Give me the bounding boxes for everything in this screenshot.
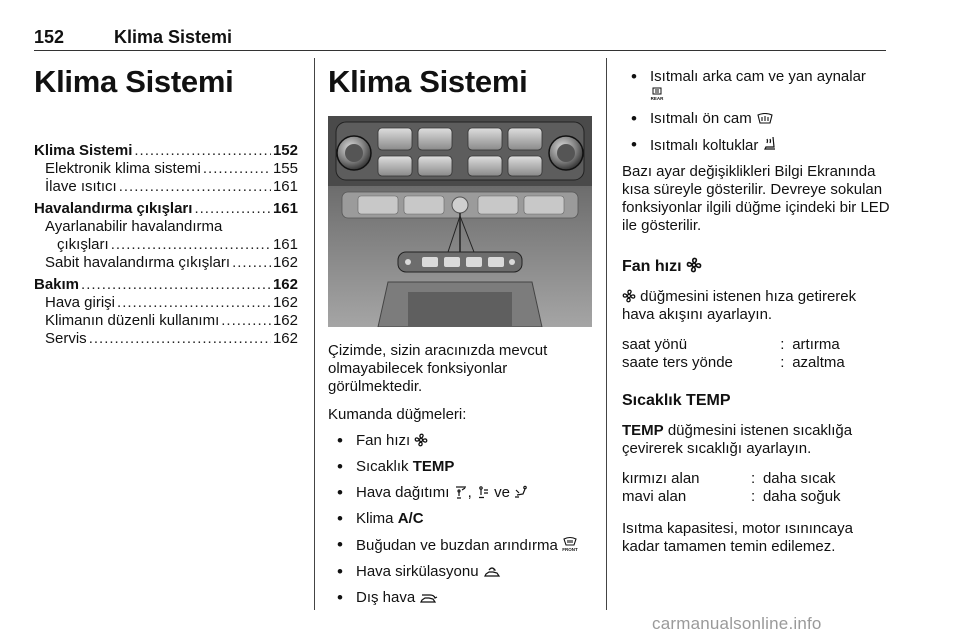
defrost-front-icon [562, 536, 578, 552]
header-title: Klima Sistemi [114, 27, 233, 47]
list-item: • Hava dağıtımı , ve [328, 484, 600, 502]
toc-entry[interactable]: Sabit havalandırma çıkışları ..... 162 [34, 254, 298, 272]
heated-seat-icon [763, 136, 777, 152]
heating-capacity-note: Isıtma kapasitesi, motor ısınıncaya kadar tamamen temin edilemez. [622, 520, 853, 555]
page-header [34, 20, 886, 51]
info-display-note: Bazı ayar değişiklikleri Bilgi Ekranında kısa süreyle gösterilir. Devreye sokulan fonksiyonlar ilgili düğme içindeki bir LED ile gösterilir. [622, 163, 890, 234]
outside-air-icon [419, 592, 439, 604]
fan-icon [622, 289, 636, 303]
list-item: • Isıtmalı koltuklar [622, 136, 892, 155]
air-recirculation-icon [483, 566, 501, 578]
chapter-title: Klima Sistemi [34, 64, 234, 99]
toc-entry[interactable]: İlave ısıtıcı ..... 161 [34, 178, 298, 196]
fan-speed-heading: Fan hızı [622, 257, 892, 276]
fan-speed-text: düğmesini istenen hıza getirerek hava akışını ayarlayın. [622, 288, 857, 323]
toc-entry[interactable]: Hava girişi ..... 162 [34, 294, 298, 312]
heated-features-list [622, 68, 892, 155]
column-3-text [622, 68, 892, 556]
list-item: • Isıtmalı arka cam ve yan aynalar REAR [622, 68, 892, 104]
fan-direction-table: saat yönü : artırma saate ters yönde : azaltma [622, 336, 845, 371]
section-title: Klima Sistemi [328, 64, 528, 99]
image-caption: Çizimde, sizin aracınızda mevcut olmayabilecek fonksiyonlar görülmektedir. [328, 342, 548, 395]
toc-entry: Ayarlanabilir havalandırma [45, 218, 223, 235]
toc [34, 142, 298, 348]
list-item: • Dış hava [328, 589, 600, 607]
air-distribution-head-icon [476, 485, 490, 499]
list-item: • Buğudan ve buzdan arındırma FRONT [328, 536, 600, 555]
heated-windscreen-icon [756, 113, 774, 125]
temperature-zone-table: kırmızı alan : daha sıcak mavi alan : daha soğuk [622, 470, 841, 505]
toc-entry[interactable]: çıkışları ..... 161 [34, 236, 298, 254]
list-item: • Isıtmalı ön cam [622, 110, 892, 128]
toc-entry[interactable]: Klimanın düzenli kullanımı ..... 162 [34, 312, 298, 330]
page-number: 152 [34, 27, 65, 47]
toc-entry[interactable]: Elektronik klima sistemi ..... 155 [34, 160, 298, 178]
temperature-text: TEMP düğmesini istenen sıcaklığa çevirerek sıcaklığı ayarlayın. [622, 422, 853, 457]
temperature-heading: Sıcaklık TEMP [622, 392, 731, 409]
climate-control-panel-image [328, 116, 592, 327]
toc-entry[interactable]: Havalandırma çıkışları ..... 161 [34, 200, 298, 218]
watermark: carmanualsonline.info [652, 614, 822, 633]
controls-intro: Kumanda düğmeleri: [328, 406, 467, 423]
fan-icon [686, 257, 702, 273]
column-divider-1 [314, 58, 315, 610]
list-item: • Klima A/C [328, 510, 600, 528]
column-2-text [328, 342, 600, 615]
controls-list [328, 432, 600, 607]
air-distribution-feet-icon [514, 485, 528, 499]
fan-icon [414, 433, 428, 447]
list-item: • Sıcaklık TEMP [328, 458, 600, 476]
svg-text:FRONT: FRONT [562, 547, 578, 552]
list-item: • Fan hızı [328, 432, 600, 450]
toc-entry[interactable]: Bakım ..... 162 [34, 276, 298, 294]
toc-entry[interactable]: Klima Sistemi ..... 152 [34, 142, 298, 160]
rear-window-heating-icon [650, 87, 664, 101]
column-divider-2 [606, 58, 607, 610]
list-item: • Hava sirkülasyonu [328, 563, 600, 581]
svg-text:REAR: REAR [650, 96, 664, 101]
toc-entry[interactable]: Servis ..... 162 [34, 330, 298, 348]
air-distribution-windscreen-icon [454, 485, 468, 499]
